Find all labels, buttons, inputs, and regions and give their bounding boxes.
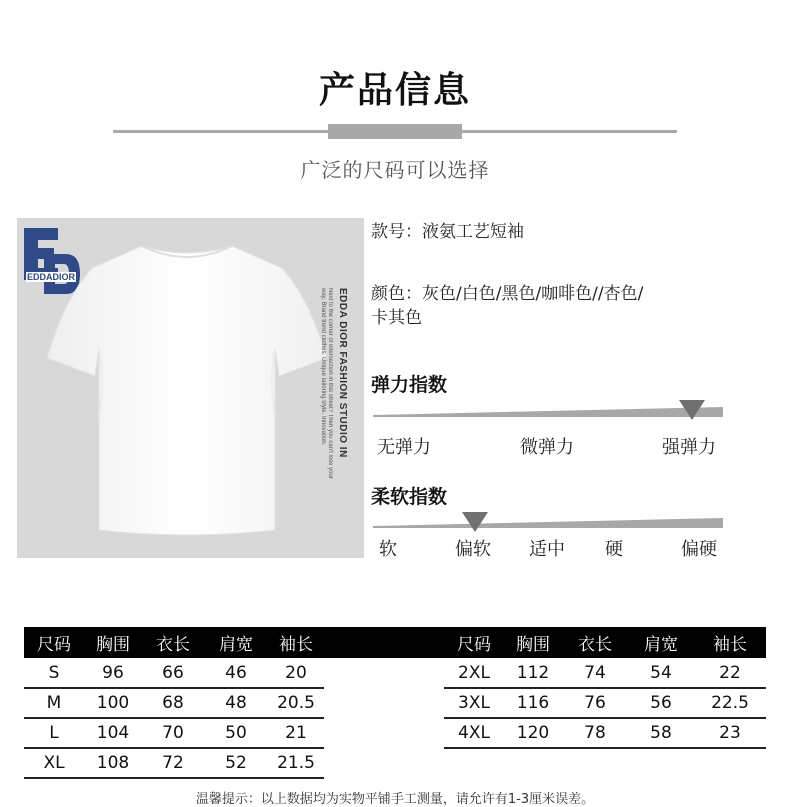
size-table-right <box>444 627 766 749</box>
length-cell: 66 <box>142 658 204 688</box>
page-title: 产品信息 <box>318 70 471 111</box>
product-image <box>17 218 364 558</box>
elasticity-label: 弹力指数 <box>371 374 448 396</box>
softness-option-slightly-hard: 偏硬 <box>681 539 717 560</box>
softness-option-medium: 适中 <box>529 539 565 560</box>
vertical-description: Next to the corner of intersection in this street? Then you can't lose your way. Brand trend clothes. Unique tailoring style. Innovation. <box>320 288 333 479</box>
header-chest: 胸围 <box>504 627 562 658</box>
table-row <box>24 688 324 718</box>
logo-text: EDDADIOR <box>27 272 76 282</box>
size-cell: S <box>24 658 84 688</box>
length-cell: 70 <box>142 718 204 748</box>
header-sleeve: 袖长 <box>694 627 766 658</box>
shoulder-cell: 48 <box>204 688 268 718</box>
size-cell: XL <box>24 748 84 778</box>
chest-cell: 96 <box>84 658 142 688</box>
softness-option-hard: 硬 <box>605 539 623 560</box>
header-shoulder: 肩宽 <box>204 627 268 658</box>
size-cell: M <box>24 688 84 718</box>
elasticity-option-strong: 强弹力 <box>662 437 716 458</box>
shoulder-cell: 54 <box>628 658 694 688</box>
length-cell: 72 <box>142 748 204 778</box>
title-divider-block <box>328 124 462 139</box>
sleeve-cell: 22 <box>694 658 766 688</box>
tshirt-image <box>47 238 327 538</box>
chest-cell: 100 <box>84 688 142 718</box>
elasticity-scale-bar <box>373 405 723 417</box>
table-row <box>444 688 766 718</box>
size-cell: 3XL <box>444 688 504 718</box>
header-size: 尺码 <box>24 627 84 658</box>
elasticity-marker-icon <box>679 400 705 420</box>
product-code: 款号：液氨工艺短袖 <box>371 222 524 242</box>
size-cell: 4XL <box>444 718 504 748</box>
chest-cell: 116 <box>504 688 562 718</box>
table-row <box>24 748 324 778</box>
softness-option-slightly-soft: 偏软 <box>455 539 491 560</box>
sleeve-cell: 22.5 <box>694 688 766 718</box>
header-size: 尺码 <box>444 627 504 658</box>
measurement-note: 温馨提示：以上数据均为实物平铺手工测量，请允许有1-3厘米误差。 <box>195 792 595 807</box>
size-table-left <box>24 627 324 779</box>
sleeve-cell: 21.5 <box>268 748 324 778</box>
softness-marker-icon <box>462 512 488 532</box>
size-cell: L <box>24 718 84 748</box>
table-row <box>24 658 324 688</box>
vertical-brand-title: EDDA DIOR FASHION STUDIO IN <box>337 288 348 458</box>
length-cell: 78 <box>562 718 628 748</box>
size-table-header-row <box>444 627 766 658</box>
table-row <box>444 658 766 688</box>
softness-scale-bar <box>373 516 723 528</box>
sleeve-cell: 20 <box>268 658 324 688</box>
shoulder-cell: 46 <box>204 658 268 688</box>
chest-cell: 120 <box>504 718 562 748</box>
sleeve-cell: 23 <box>694 718 766 748</box>
header-length: 衣长 <box>562 627 628 658</box>
header-chest: 胸围 <box>84 627 142 658</box>
table-row <box>444 718 766 748</box>
chest-cell: 108 <box>84 748 142 778</box>
product-colors <box>371 282 711 330</box>
size-cell: 2XL <box>444 658 504 688</box>
header-shoulder: 肩宽 <box>628 627 694 658</box>
elasticity-option-slight: 微弹力 <box>520 437 574 458</box>
shoulder-cell: 50 <box>204 718 268 748</box>
softness-label: 柔软指数 <box>371 486 448 508</box>
product-colors-line2: 卡其色 <box>371 308 422 328</box>
shoulder-cell: 58 <box>628 718 694 748</box>
chest-cell: 104 <box>84 718 142 748</box>
header-length: 衣长 <box>142 627 204 658</box>
length-cell: 68 <box>142 688 204 718</box>
shoulder-cell: 56 <box>628 688 694 718</box>
softness-option-soft: 软 <box>379 539 397 560</box>
size-table-header-row <box>24 627 324 658</box>
elasticity-option-none: 无弹力 <box>377 437 431 458</box>
product-colors-line1: 颜色：灰色/白色/黑色/咖啡色//杏色/ <box>371 284 644 304</box>
header-sleeve: 袖长 <box>268 627 324 658</box>
chest-cell: 112 <box>504 658 562 688</box>
length-cell: 74 <box>562 658 628 688</box>
length-cell: 76 <box>562 688 628 718</box>
sleeve-cell: 21 <box>268 718 324 748</box>
table-row <box>24 718 324 748</box>
page-subtitle: 广泛的尺码可以选择 <box>300 158 490 182</box>
shoulder-cell: 52 <box>204 748 268 778</box>
sleeve-cell: 20.5 <box>268 688 324 718</box>
